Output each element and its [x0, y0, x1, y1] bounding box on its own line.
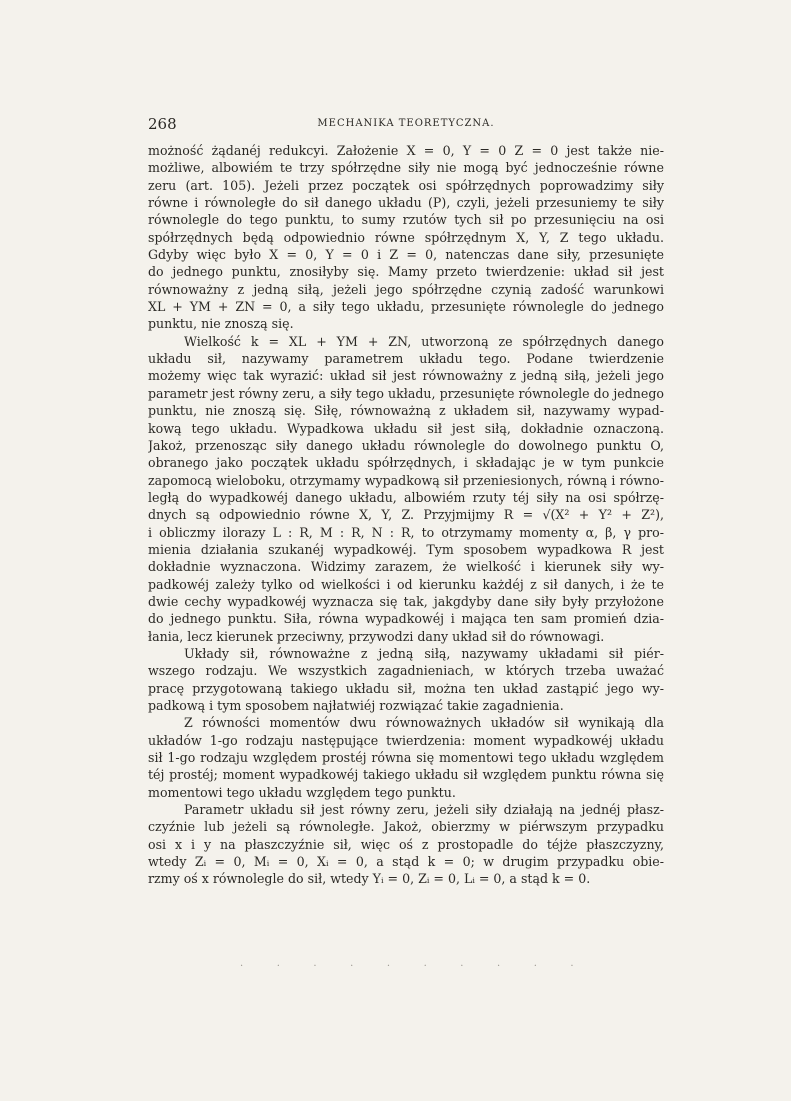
print-specks: . . . . . . . . . .	[240, 958, 580, 966]
text-line: padkową i tym sposobem najłatwiéj rozwiązać takie zagadnienia.	[148, 698, 564, 713]
text-line: punktu, nie znoszą się.	[148, 316, 294, 332]
text-line: dokładnie wyznaczona. Widzimy zarazem, że wielkość i kierunek siły wy-	[148, 559, 664, 575]
text-line: układu sił, nazywamy parametrem układu tego. Podane twierdzenie	[148, 351, 664, 367]
text-line: obranego jako początek układu spółrzędnych, i składając je w tym punkcie	[148, 455, 664, 471]
text-line: mienia działania szukanéj wypadkowéj. Tym sposobem wypadkowa R jest	[148, 541, 664, 557]
text-line: Z równości momentów dwu równoważnych układów sił wynikają dla	[184, 715, 664, 731]
text-line: dnych są odpowiednio równe X, Y, Z. Przyjmijmy R = √(X² + Y² + Z²),	[148, 507, 664, 523]
text-line: ległą do wypadkowéj danego układu, albowiém rzuty téj siły na osi spółrzę-	[148, 489, 664, 505]
text-line: możliwe, albowiém te trzy spółrzędne siły nie mogą być jednocześnie równe	[148, 160, 664, 176]
text-line: równolegle do tego punktu, to sumy rzutów tych sił po przesunięciu na osi	[148, 212, 664, 228]
text-line: spółrzędnych będą odpowiednio równe spółrzędnym X, Y, Z tego układu.	[148, 229, 664, 245]
paragraph	[148, 645, 664, 714]
text-line: zapomocą wieloboku, otrzymamy wypadkową sił przeniesionych, równą i równo-	[148, 472, 664, 488]
text-line: możność żądanéj redukcyi. Założenie X = 0, Y = 0 Z = 0 jest także nie-	[148, 143, 664, 158]
text-line: do jednego punktu, znosiłyby się. Mamy przeto twierdzenie: układ sił jest	[148, 264, 664, 280]
text-line: czyźnie lub jeżeli są równoległe. Jakoż, obierzmy w piérwszym przypadku	[148, 819, 664, 835]
text-line: momentowi tego układu względem tego punktu.	[148, 784, 456, 800]
text-line: zeru (art. 105). Jeżeli przez początek osi spółrzędnych poprowadzimy siły	[148, 177, 664, 193]
text-line: osi x i y na płaszczyźnie sił, więc oś z prostopadle do téjże płaszczyzny,	[148, 836, 664, 852]
text-line: układów 1-go rodzaju następujące twierdzenia: moment wypadkowéj układu	[148, 732, 664, 748]
text-line: i obliczmy ilorazy L : R, M : R, N : R, to otrzymamy momenty α, β, γ pro-	[148, 524, 664, 540]
text-line: XL + YM + ZN = 0, a siły tego układu, przesunięte równolegle do jednego	[148, 299, 664, 315]
text-line: dwie cechy wypadkowéj wyznacza się tak, jakgdyby dane siły były przyłożone	[148, 593, 664, 609]
page-number: 268	[148, 115, 177, 133]
running-head: MECHANIKA TEORETYCZNA.	[317, 118, 495, 129]
text-line: wtedy Zᵢ = 0, Mᵢ = 0, Xᵢ = 0, a stąd k = 0; w drugim przypadku obie-	[148, 854, 664, 870]
text-line: łania, lecz kierunek przeciwny, przywodzi dany układ sił do równowagi.	[148, 628, 605, 644]
text-line: Jakoż, przenosząc siły danego układu równolegle do dowolnego punktu O,	[148, 437, 664, 453]
paragraph	[148, 333, 664, 645]
paragraph	[148, 801, 664, 888]
text-line: pracę przygotowaną takiego układu sił, można ten układ zastąpić jego wy-	[148, 680, 664, 696]
text-line: rzmy oś x równolegle do sił, wtedy Yᵢ = 0, Zᵢ = 0, Lᵢ = 0, a stąd k = 0.	[148, 871, 591, 887]
text-line: Układy sił, równoważne z jedną siłą, nazywamy układami sił piér-	[184, 645, 664, 661]
text-line: téj prostéj; moment wypadkowéj takiego układu sił względem punktu równa się	[148, 767, 664, 783]
text-line: Gdyby więc było X = 0, Y = 0 i Z = 0, natenczas dane siły, przesunięte	[148, 247, 664, 263]
text-line: punktu, nie znoszą się. Siłę, równoważną z układem sił, nazywamy wypad-	[148, 403, 664, 419]
text-line: sił 1-go rodzaju względem prostéj równa się momentowi tego układu względem	[148, 750, 664, 766]
text-line: do jednego punktu. Siła, równa wypadkowéj i mająca ten sam promień dzia-	[148, 611, 664, 627]
text-line: wszego rodzaju. We wszystkich zagadnieniach, w których trzeba uważać	[148, 663, 664, 679]
text-line: kową tego układu. Wypadkowa układu sił jest siłą, dokładnie oznaczoną.	[148, 420, 664, 436]
text-line: padkowéj zależy tylko od wielkości i od kierunku każdéj z sił danych, i że te	[148, 576, 664, 592]
text-line: możemy więc tak wyrazić: układ sił jest równoważny z jedną siłą, jeżeli jego	[148, 368, 664, 384]
text-line: Wielkość k = XL + YM + ZN, utworzoną ze spółrzędnych danego	[184, 333, 664, 349]
page-header	[148, 115, 664, 137]
paragraph	[148, 714, 664, 801]
text-line: równe i równoległe do sił danego układu (P), czyli, jeżeli przesuniemy te siły	[148, 195, 664, 211]
text-line: równoważny z jedną siłą, jeżeli jego spółrzędne czynią zadość warunkowi	[148, 281, 664, 297]
body-text	[148, 142, 664, 888]
text-line: parametr jest równy zeru, a siły tego układu, przesunięte równolegle do jednego	[148, 385, 664, 401]
text-line: Parametr układu sił jest równy zeru, jeżeli siły działają na jednéj płasz-	[184, 802, 664, 818]
paragraph	[148, 142, 664, 333]
